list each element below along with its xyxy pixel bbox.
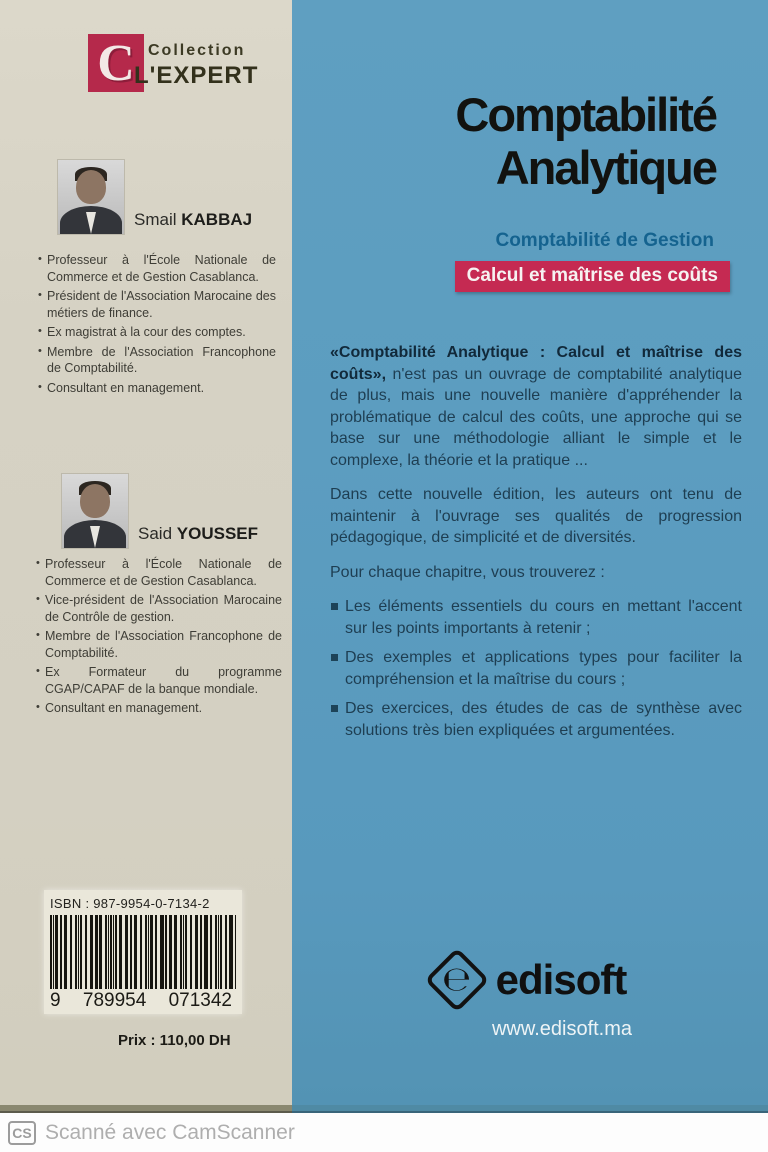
left-paper-panel [0, 0, 292, 1105]
bio-item: • Membre de l'Association Francophone de Comptabilité. [36, 628, 282, 661]
author-2-bio-list [36, 556, 282, 720]
camscanner-cs-icon: CS [8, 1121, 36, 1145]
author-2-header [62, 474, 258, 548]
collection-logo-text [134, 42, 259, 90]
book-subtitle: Comptabilité de Gestion [495, 230, 714, 251]
collection-label: Collection [148, 42, 246, 59]
publisher-website: www.edisoft.ma [491, 1018, 633, 1040]
publisher-logo-row [434, 956, 627, 1004]
barcode-digits [50, 990, 236, 1012]
edisoft-diamond-icon [424, 947, 489, 1012]
book-title [455, 88, 716, 194]
portrait-head-shape [76, 170, 106, 204]
barcode-digit-group: 789954 [82, 990, 147, 1011]
author-2-portrait-photo [62, 474, 128, 548]
collection-series-name: L'EXPERT [134, 62, 259, 89]
bio-item: • Professeur à l'École Nationale de Commerce et de Gestion Casablanca. [38, 252, 276, 285]
camscanner-watermark-bar [0, 1113, 768, 1152]
bio-item: • Membre de l'Association Francophone de Comptabilité. [38, 344, 276, 377]
author-2-lastname: YOUSSEF [176, 524, 259, 543]
bio-item: • Vice-président de l'Association Marocaine de Contrôle de gestion. [36, 592, 282, 625]
price-label: Prix : 110,00 DH [118, 1032, 231, 1049]
isbn-number: ISBN : 987-9954-0-7134-2 [50, 896, 210, 911]
author-2-firstname: Said [138, 524, 173, 543]
ean-barcode [50, 915, 236, 989]
publisher-block [292, 956, 768, 1041]
camscanner-watermark-text: Scanné avec CamScanner [45, 1120, 295, 1144]
bio-item: • Consultant en management. [36, 700, 282, 717]
bio-item: • Ex magistrat à la cour des comptes. [38, 324, 276, 341]
author-1-firstname: Smail [134, 210, 177, 229]
bio-item: • Consultant en management. [38, 380, 276, 397]
feature-item: Des exercices, des études de cas de synthèse avec solutions très bien expliquées et argumentées. [330, 698, 742, 741]
portrait-head-shape [80, 484, 110, 518]
publisher-name: edisoft [495, 956, 627, 1003]
back-cover-copy [330, 342, 742, 749]
collection-expert-logo [88, 34, 258, 92]
description-paragraph-3: Pour chaque chapitre, vous trouverez : [330, 563, 605, 581]
bio-item: • Président de l'Association Marocaine des métiers de finance. [38, 288, 276, 321]
right-cover-panel [292, 0, 768, 1105]
description-paragraph-2: Dans cette nouvelle édition, les auteurs ont tenu de maintenir à l'ouvrage ses qualités de progression pédagogique, de simplicité et de diversités. [330, 486, 742, 546]
author-1-lastname: KABBAJ [181, 210, 253, 229]
collection-c-icon: C [88, 34, 144, 92]
title-line-2: Analytique [495, 141, 716, 195]
barcode-digit-group: 071342 [168, 990, 232, 1011]
description-lead-rest: n'est pas un ouvrage de comptabilité analytique de plus, mais une nouvelle manière d'appréhender la problématique de calcul des coûts, une approche qui se base sur une méthodologie alliant le simple et le complexe, la théorie et la pratique ... [330, 365, 742, 469]
features-bullet-list [330, 596, 742, 741]
bio-item: • Professeur à l'École Nationale de Commerce et de Gestion Casablanca. [36, 556, 282, 589]
author-1-header [58, 160, 252, 234]
author-1-bio-list [38, 252, 276, 399]
author-2-name [138, 524, 258, 544]
bottom-edge-right [292, 1105, 768, 1113]
bio-item: • Ex Formateur du programme CGAP/CAPAF de la banque mondiale. [36, 664, 282, 697]
author-1-portrait-photo [58, 160, 124, 234]
author-1-name [134, 210, 252, 230]
edisoft-e-glyph-icon: ℮ [442, 960, 472, 1000]
isbn-barcode-block [44, 890, 242, 1014]
description-paragraph-1 [330, 342, 742, 471]
book-bottom-edge [0, 1105, 768, 1113]
feature-item: Des exemples et applications types pour faciliter la compréhension et la maîtrise du cours ; [330, 647, 742, 690]
description-lead-bold: «Comptabilité Analytique : Calcul et maîtrise des coûts», [330, 344, 742, 383]
barcode-digit-group: 9 [50, 990, 61, 1011]
bottom-edge-left [0, 1105, 292, 1113]
title-line-1: Comptabilité [455, 88, 716, 141]
tagline-badge: Calcul et maîtrise des coûts [455, 261, 730, 292]
feature-item: Les éléments essentiels du cours en mettant l'accent sur les points importants à retenir ; [330, 596, 742, 639]
